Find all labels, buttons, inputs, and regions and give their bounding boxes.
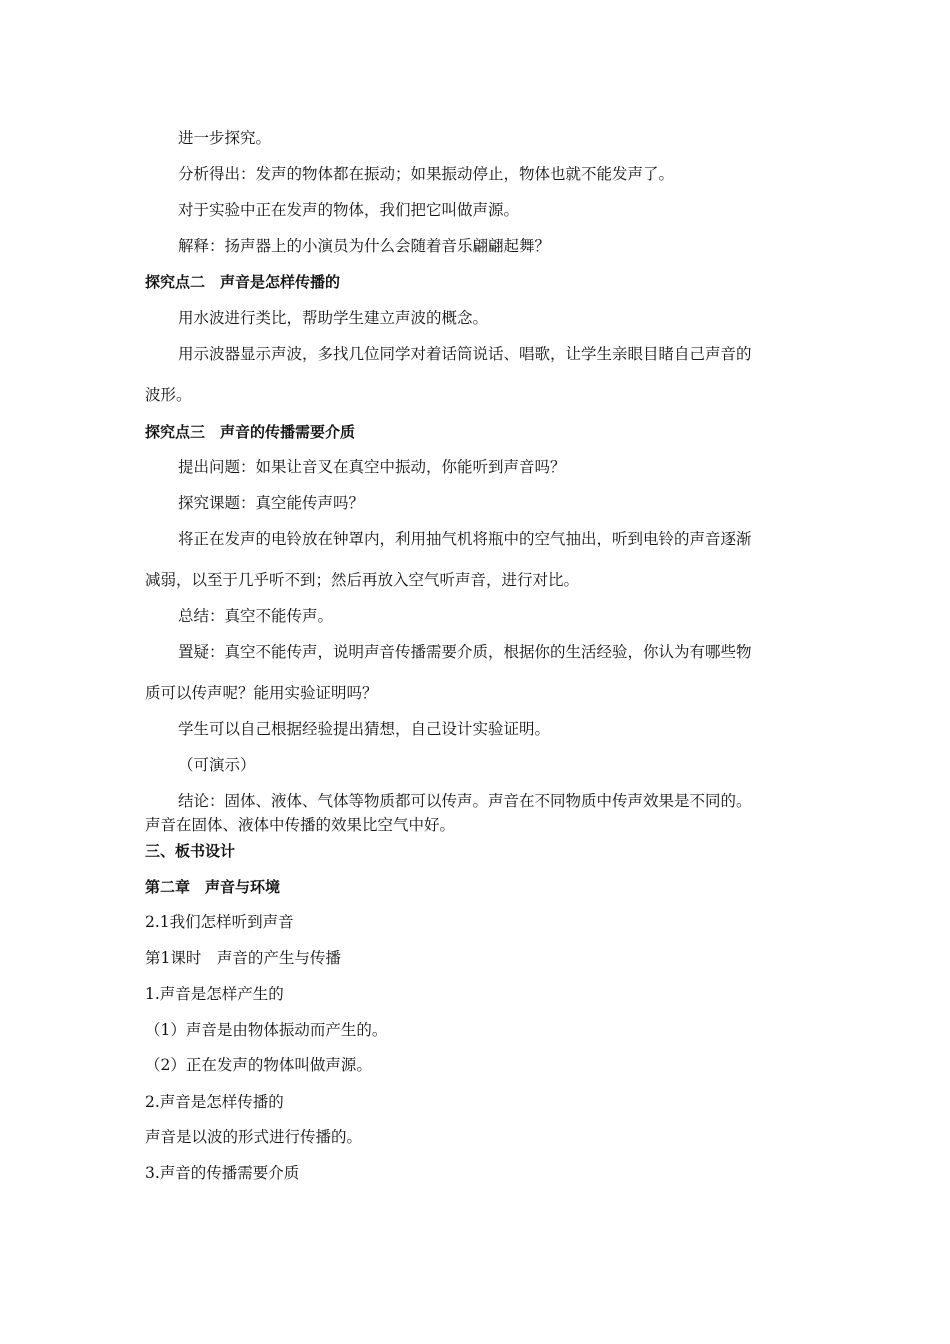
board-line: （1）声音是由物体振动而产生的。 (145, 1021, 388, 1039)
paragraph: 置疑：真空不能传声，说明声音传播需要介质，根据你的生活经验，你认为有哪些物 (178, 643, 752, 661)
paragraph: 结论：固体、液体、气体等物质都可以传声。声音在不同物质中传声效果是不同的。 (178, 792, 752, 810)
board-line: 2.1我们怎样听到声音 (145, 913, 294, 931)
board-line: 1.声音是怎样产生的 (145, 985, 284, 1003)
paragraph-continuation: 质可以传声呢？能用实验证明吗？ (145, 684, 378, 702)
paragraph: 用示波器显示声波，多找几位同学对着话筒说话、唱歌，让学生亲眼目睹自己声音的 (178, 345, 752, 363)
board-line: 声音是以波的形式进行传播的。 (145, 1128, 363, 1146)
paragraph: 分析得出：发声的物体都在振动；如果振动停止，物体也就不能发声了。 (178, 165, 675, 183)
paragraph: 用水波进行类比，帮助学生建立声波的概念。 (178, 309, 489, 327)
paragraph-continuation: 声音在固体、液体中传播的效果比空气中好。 (145, 816, 456, 834)
board-line: （2）正在发声的物体叫做声源。 (145, 1056, 372, 1074)
board-line: 3.声音的传播需要介质 (145, 1164, 300, 1182)
paragraph: 将正在发声的电铃放在钟罩内，利用抽气机将瓶中的空气抽出，听到电铃的声音逐渐 (178, 530, 752, 548)
paragraph-continuation: 减弱，以至于几乎听不到；然后再放入空气听声音，进行对比。 (145, 571, 580, 589)
section-heading: 探究点三 声音的传播需要介质 (145, 423, 356, 441)
section-heading: 三、板书设计 (145, 842, 236, 860)
paragraph: 学生可以自己根据经验提出猜想，自己设计实验证明。 (178, 720, 551, 738)
section-heading: 探究点二 声音是怎样传播的 (145, 273, 341, 291)
chapter-heading: 第二章 声音与环境 (145, 878, 281, 896)
paragraph-continuation: 波形。 (145, 386, 192, 404)
board-line: 第1课时 声音的产生与传播 (145, 949, 341, 967)
paragraph: 对于实验中正在发声的物体，我们把它叫做声源。 (178, 201, 520, 219)
paragraph: 提出问题：如果让音叉在真空中振动，你能听到声音吗？ (178, 458, 566, 476)
paragraph: 探究课题：真空能传声吗？ (178, 494, 365, 512)
board-line: 2.声音是怎样传播的 (145, 1093, 284, 1111)
paragraph: 总结：真空不能传声。 (178, 607, 334, 625)
paragraph: 解释：扬声器上的小演员为什么会随着音乐翩翩起舞？ (178, 237, 551, 255)
paragraph: 进一步探究。 (178, 129, 272, 147)
paragraph: （可演示） (178, 756, 256, 774)
